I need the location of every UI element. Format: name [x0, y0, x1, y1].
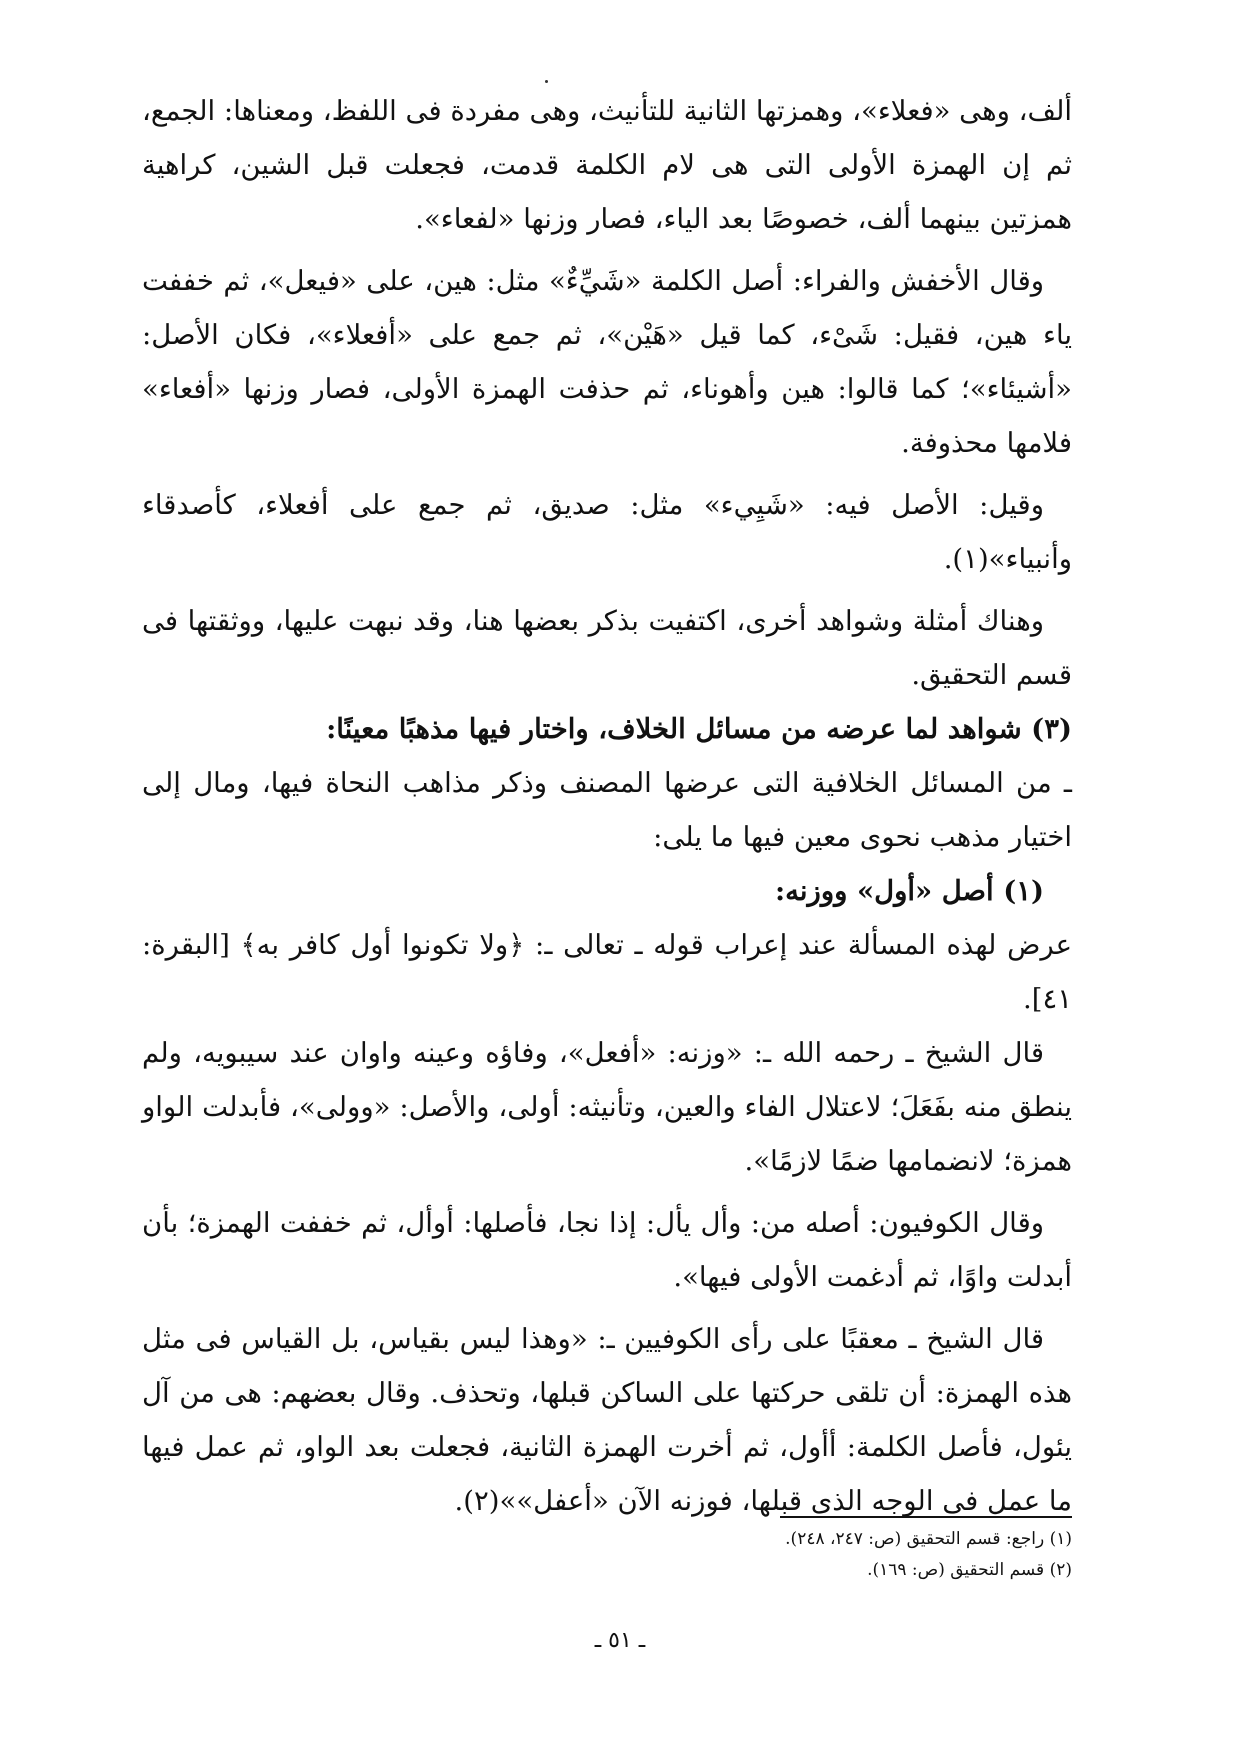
paragraph-2: وقال الأخفش والفراء: أصل الكلمة «شَيِّءٌ» مثل: هين، على «فيعل»، ثم خففت ياء هين، فقيل: شَىْء، كما قيل «هَيْن»، ثم جمع على «أفعلاء»، فكان الأصل: «أشيئاء»؛ كما قالوا: هين وأهوناء، ثم حذفت الهمزة الأولى، فصار وزنها «أفعاء» فلامها محذوفة. [142, 265, 1072, 459]
footnote-separator [780, 1516, 1072, 1518]
paragraph-7: قال الشيخ ـ رحمه الله ـ: «وزنه: «أفعل»، وفاؤه وعينه واوان عند سيبويه، ولم ينطق منه بفَعَلَ؛ لاعتلال الفاء والعين، وتأنيثه: أولى، والأصل: «وولى»، فأبدلت الواو همزة؛ لانضمامها ضمًا لازمًا». [142, 1037, 1072, 1177]
footnote-1: (١) راجع: قسم التحقيق (ص: ٢٤٧، ٢٤٨). [785, 1529, 1072, 1549]
page-number: ـ ٥١ ـ [594, 1628, 646, 1653]
subsection-heading: (١) أصل «أول» ووزنه: [774, 875, 1044, 907]
paragraph-4: وهناك أمثلة وشواهد أخرى، اكتفيت بذكر بعضها هنا، وقد نبهت عليها، ووثقتها فى قسم التحقيق. [142, 605, 1072, 691]
paragraph-5: ـ من المسائل الخلافية التى عرضها المصنف وذكر مذاهب النحاة فيها، ومال إلى اختيار مذهب نحوى معين فيها ما يلى: [142, 767, 1072, 853]
footnote-2: (٢) قسم التحقيق (ص: ١٦٩). [867, 1560, 1072, 1580]
top-mark [545, 80, 548, 83]
paragraph-9: قال الشيخ ـ معقبًا على رأى الكوفيين ـ: «وهذا ليس بقياس، بل القياس فى مثل هذه الهمزة: أن تلقى حركتها على الساكن قبلها، وتحذف. وقال بعضهم: هى من آل يئول، فأصل الكلمة: أأول، ثم أخرت الهمزة الثانية، فجعلت بعد الواو، ثم عمل فيها ما عمل فى الوجه الذى قبلها، فوزنه الآن «أعفل»»(٢). [142, 1323, 1072, 1517]
page-body [142, 84, 1072, 1528]
paragraph-1: ألف، وهى «فعلاء»، وهمزتها الثانية للتأنيث، وهى مفردة فى اللفظ، ومعناها: الجمع، ثم إن الهمزة الأولى التى هى لام الكلمة قدمت، فجعلت قبل الشين، كراهية همزتين بينهما ألف، خصوصًا بعد الياء، فصار وزنها «لفعاء». [142, 95, 1072, 235]
paragraph-3: وقيل: الأصل فيه: «شَيِيء» مثل: صديق، ثم جمع على أفعلاء، كأصدقاء وأنبياء»(١). [142, 489, 1072, 575]
section-heading: (٣) شواهد لما عرضه من مسائل الخلاف، واختار فيها مذهبًا معينًا: [326, 713, 1072, 745]
paragraph-6: عرض لهذه المسألة عند إعراب قوله ـ تعالى ـ: ﴿ولا تكونوا أول كافر به﴾ [البقرة: ٤١]. [142, 929, 1072, 1015]
footnotes [572, 1524, 1072, 1586]
paragraph-8: وقال الكوفيون: أصله من: وأل يأل: إذا نجا، فأصلها: أوأل، ثم خففت الهمزة؛ بأن أبدلت واوًا، ثم أدغمت الأولى فيها». [142, 1207, 1072, 1293]
